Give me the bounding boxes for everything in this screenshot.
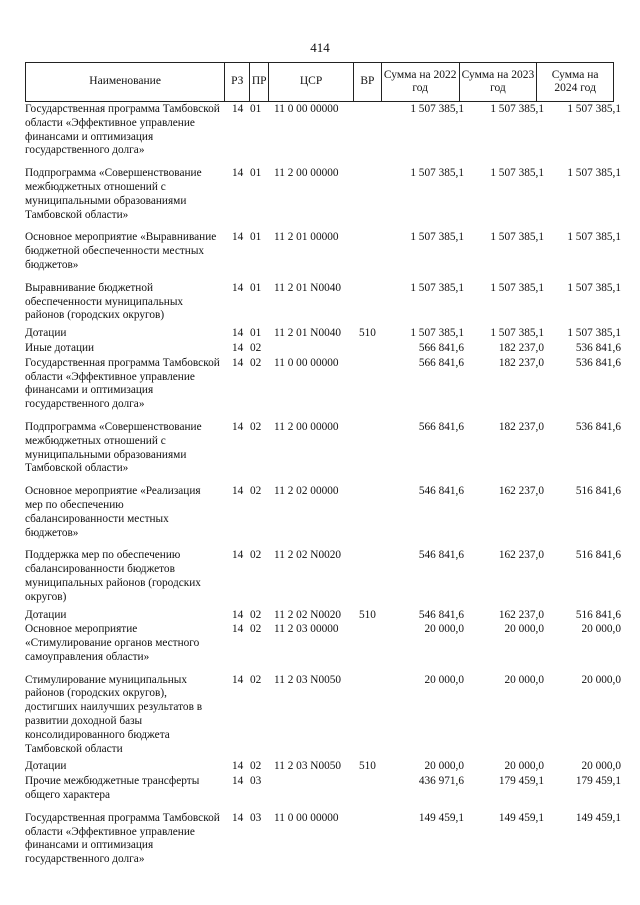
row-sum-2024: 149 459,1 — [575, 811, 621, 824]
row-vr — [354, 421, 388, 476]
row-vr: 510 — [359, 608, 376, 621]
row-rz: 14 — [232, 760, 244, 773]
row-rz: 14 — [232, 420, 244, 433]
header-csr: ЦСР — [269, 63, 354, 101]
row-name: Иные дотации — [25, 341, 95, 354]
row-name: Подпрограмма «Совершенствование межбюджетных отношений с муниципальными образованиями Тамбовской области» — [25, 420, 202, 475]
row-name: Выравнивание бюджетной обеспеченности муниципальных районов (городских округов) — [25, 281, 184, 322]
row-sum-2022: 566 841,6 — [418, 341, 464, 354]
row-sum-2024: 1 507 385,1 — [567, 281, 621, 294]
row-sum-2023: 162 237,0 — [498, 549, 544, 562]
table-row — [25, 103, 625, 158]
row-sum-2024: 536 841,6 — [575, 356, 621, 369]
row-sum-2022: 1 507 385,1 — [410, 327, 464, 340]
row-vr — [354, 357, 388, 412]
row-rz: 14 — [232, 103, 244, 115]
row-rz: 14 — [232, 608, 244, 621]
row-sum-2022: 149 459,1 — [418, 811, 464, 824]
row-sum-2023: 1 507 385,1 — [490, 167, 544, 180]
table-header — [25, 62, 614, 102]
row-sum-2024: 20 000,0 — [581, 623, 621, 636]
header-name: Наименование — [26, 63, 225, 101]
row-pr: 01 — [250, 231, 262, 244]
row-pr: 02 — [250, 485, 262, 498]
row-sum-2023: 20 000,0 — [504, 673, 544, 686]
row-sum-2022: 546 841,6 — [418, 485, 464, 498]
row-pr: 01 — [250, 167, 262, 180]
row-sum-2024: 536 841,6 — [575, 420, 621, 433]
row-sum-2024: 516 841,6 — [575, 485, 621, 498]
row-csr: 11 2 03 00000 — [274, 623, 339, 636]
table-row — [25, 775, 625, 803]
row-csr: 11 2 02 N0020 — [274, 549, 342, 562]
table-row — [25, 327, 625, 341]
row-csr: 11 2 02 00000 — [274, 485, 339, 498]
table-row — [25, 812, 625, 867]
row-sum-2022: 546 841,6 — [418, 549, 464, 562]
row-sum-2023: 162 237,0 — [498, 608, 544, 621]
row-vr — [354, 623, 388, 664]
row-sum-2024: 179 459,1 — [575, 775, 621, 788]
table-row — [25, 674, 625, 757]
row-pr: 03 — [250, 811, 262, 824]
row-sum-2023: 162 237,0 — [498, 485, 544, 498]
table-row — [25, 231, 625, 272]
row-rz: 14 — [232, 356, 244, 369]
row-sum-2024: 20 000,0 — [581, 673, 621, 686]
row-pr: 02 — [250, 760, 262, 773]
row-name: Поддержка мер по обеспечению сбалансированности бюджетов муниципальных районов (городских округов) — [25, 549, 201, 603]
row-pr: 02 — [250, 623, 262, 636]
row-sum-2022: 20 000,0 — [424, 673, 464, 686]
row-csr — [269, 342, 354, 356]
row-name: Государственная программа Тамбовской области «Эффективное управление финансами и оптимизация государственного долга» — [25, 103, 220, 157]
header-sum-2024: Сумма на 2024 год — [551, 68, 599, 94]
row-sum-2023: 20 000,0 — [504, 623, 544, 636]
row-sum-2023: 1 507 385,1 — [490, 231, 544, 244]
row-csr: 11 2 01 N0040 — [274, 327, 342, 340]
table-row — [25, 485, 625, 540]
row-rz: 14 — [232, 327, 244, 340]
table-row — [25, 623, 625, 664]
row-vr — [354, 231, 388, 272]
row-sum-2024: 1 507 385,1 — [567, 327, 621, 340]
row-csr: 11 0 00 00000 — [274, 356, 339, 369]
row-pr: 02 — [250, 341, 262, 354]
row-vr — [354, 812, 388, 867]
row-sum-2022: 20 000,0 — [424, 760, 464, 773]
row-rz: 14 — [232, 623, 244, 636]
table-row — [25, 282, 625, 323]
row-vr — [354, 167, 388, 222]
row-sum-2023: 182 237,0 — [498, 356, 544, 369]
header-sum-2023: Сумма на 2023 год — [460, 63, 538, 101]
row-vr — [354, 674, 388, 757]
row-csr: 11 2 03 N0050 — [274, 760, 342, 773]
row-sum-2023: 1 507 385,1 — [490, 281, 544, 294]
row-vr — [354, 103, 388, 158]
header-pr: ПР — [250, 63, 269, 101]
row-sum-2022: 566 841,6 — [418, 356, 464, 369]
row-sum-2022: 20 000,0 — [424, 623, 464, 636]
row-sum-2022: 1 507 385,1 — [410, 167, 464, 180]
row-csr: 11 2 00 00000 — [274, 167, 339, 180]
row-name: Государственная программа Тамбовской области «Эффективное управление финансами и оптимизация государственного долга» — [25, 356, 220, 411]
row-rz: 14 — [232, 811, 244, 824]
row-rz: 14 — [232, 673, 244, 686]
page-number: 414 — [310, 40, 330, 55]
row-sum-2024: 536 841,6 — [575, 341, 621, 354]
row-vr — [354, 342, 388, 356]
row-name: Основное мероприятие «Стимулирование органов местного самоуправления области» — [25, 623, 200, 663]
row-sum-2023: 182 237,0 — [498, 420, 544, 433]
row-rz: 14 — [232, 775, 244, 788]
row-sum-2022: 1 507 385,1 — [410, 231, 464, 244]
row-pr: 02 — [250, 549, 262, 562]
row-sum-2022: 1 507 385,1 — [410, 281, 464, 294]
row-rz: 14 — [232, 485, 244, 498]
table-row — [25, 549, 625, 604]
row-name: Дотации — [25, 327, 67, 340]
row-sum-2022: 566 841,6 — [418, 420, 464, 433]
row-csr: 11 2 01 00000 — [274, 231, 339, 244]
row-vr: 510 — [359, 760, 376, 773]
row-name: Основное мероприятие «Выравнивание бюджетной обеспеченности местных бюджетов» — [25, 231, 217, 271]
row-sum-2023: 1 507 385,1 — [490, 103, 544, 115]
table-row — [25, 357, 625, 412]
row-vr — [354, 775, 388, 803]
row-rz: 14 — [232, 231, 244, 244]
row-csr: 11 2 00 00000 — [274, 420, 339, 433]
row-name: Дотации — [25, 608, 67, 621]
row-sum-2023: 20 000,0 — [504, 760, 544, 773]
row-csr: 11 2 01 N0040 — [274, 281, 342, 294]
row-pr: 02 — [250, 608, 262, 621]
row-pr: 01 — [250, 327, 262, 340]
row-sum-2023: 179 459,1 — [498, 775, 544, 788]
row-csr — [269, 775, 354, 803]
row-sum-2024: 516 841,6 — [575, 608, 621, 621]
row-sum-2024: 1 507 385,1 — [567, 167, 621, 180]
row-name: Основное мероприятие «Реализация мер по обеспечению сбалансированности местных бюджетов» — [25, 485, 201, 539]
row-csr: 11 0 00 00000 — [274, 103, 339, 115]
row-sum-2024: 1 507 385,1 — [567, 231, 621, 244]
row-sum-2022: 436 971,6 — [418, 775, 464, 788]
row-rz: 14 — [232, 281, 244, 294]
row-pr: 01 — [250, 281, 262, 294]
header-vr: ВР — [354, 63, 382, 101]
row-name: Стимулирование муниципальных районов (городских округов), достигших наилучших результатов в развитии доходной базы консолидированного бюджета Тамбовской области — [25, 673, 203, 755]
row-name: Прочие межбюджетные трансферты общего характера — [25, 775, 200, 802]
row-csr: 11 0 00 00000 — [274, 811, 339, 824]
table-row — [25, 342, 625, 356]
row-pr: 02 — [250, 356, 262, 369]
row-sum-2022: 546 841,6 — [418, 608, 464, 621]
row-pr: 02 — [250, 420, 262, 433]
header-rz: РЗ — [225, 63, 250, 101]
row-name: Государственная программа Тамбовской области «Эффективное управление финансами и оптимизация государственного долга» — [25, 811, 220, 866]
row-sum-2024: 20 000,0 — [581, 760, 621, 773]
row-sum-2024: 516 841,6 — [575, 549, 621, 562]
row-name: Дотации — [25, 760, 67, 773]
row-csr: 11 2 02 N0020 — [274, 608, 342, 621]
table-row — [25, 760, 625, 774]
row-vr — [354, 549, 388, 604]
row-name: Подпрограмма «Совершенствование межбюджетных отношений с муниципальными образованиями Тамбовской области» — [25, 167, 202, 221]
header-sum-2022: Сумма на 2022 год — [382, 63, 460, 101]
row-sum-2023: 182 237,0 — [498, 341, 544, 354]
table-row — [25, 421, 625, 476]
row-rz: 14 — [232, 167, 244, 180]
row-vr — [354, 282, 388, 323]
table-body — [25, 103, 625, 867]
row-sum-2023: 149 459,1 — [498, 811, 544, 824]
row-sum-2022: 1 507 385,1 — [410, 103, 464, 115]
row-sum-2023: 1 507 385,1 — [490, 327, 544, 340]
table-row — [25, 167, 625, 222]
row-rz: 14 — [232, 341, 244, 354]
row-pr: 02 — [250, 673, 262, 686]
row-sum-2024: 1 507 385,1 — [567, 103, 621, 115]
row-pr: 03 — [250, 775, 262, 788]
row-csr: 11 2 03 N0050 — [274, 673, 342, 686]
row-rz: 14 — [232, 549, 244, 562]
row-vr: 510 — [359, 327, 376, 340]
row-vr — [354, 485, 388, 540]
table-row — [25, 609, 625, 623]
row-pr: 01 — [250, 103, 262, 115]
